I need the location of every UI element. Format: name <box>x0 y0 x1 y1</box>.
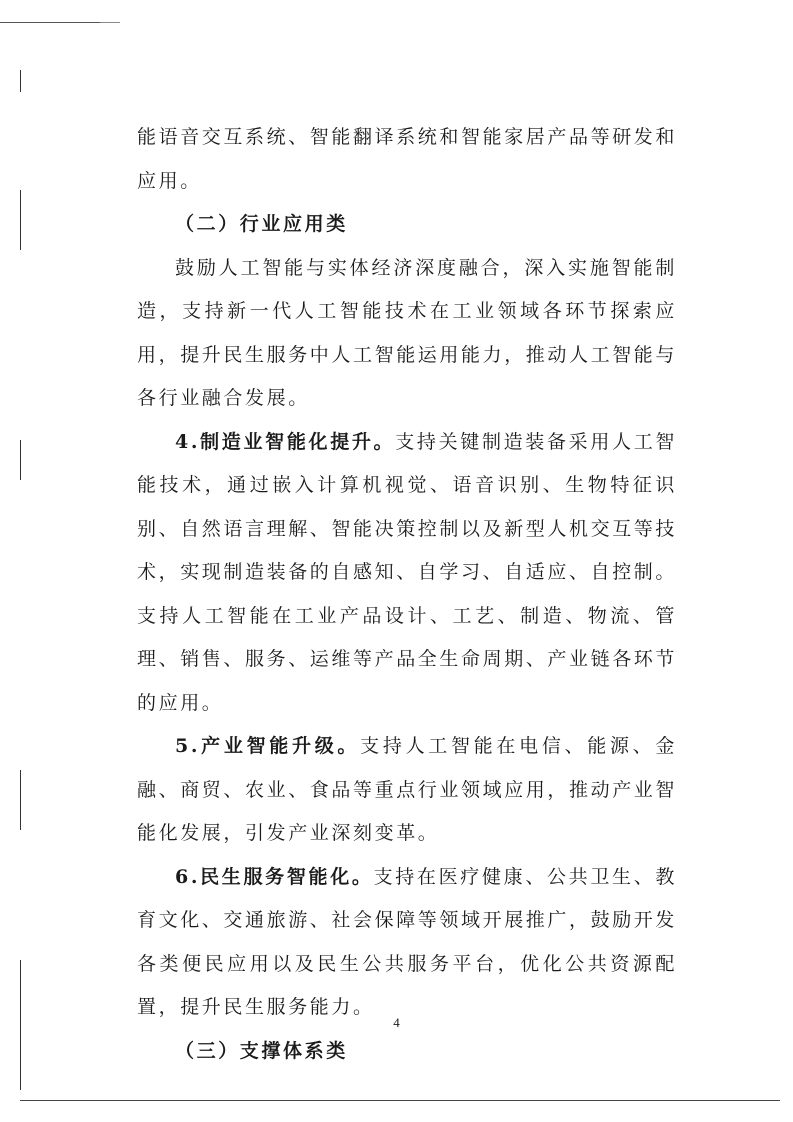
section-heading-support-system: （三）支撑体系类 <box>175 1039 348 1062</box>
item-4-body: 支持关键制造装备采用人工智能技术，通过嵌入计算机视觉、语音识别、生物特征识别、自然语言理解、智能决策控制以及新型人机交互等技术，实现制造装备的自感知、自学习、自适应、自控制。支持人工智能在工业产品设计、工艺、制造、物流、管理、销售、服务、运维等产品全生命周期、产业链各环节的应用。 <box>137 430 678 714</box>
scan-margin-mark <box>20 770 21 830</box>
page-number: 4 <box>393 1015 400 1030</box>
scan-margin-mark <box>20 440 21 480</box>
document-body <box>137 116 677 1073</box>
scan-margin-mark <box>20 190 21 250</box>
scan-top-rule-segment <box>100 22 120 23</box>
item-5-title: 5.产业智能升级。 <box>175 735 361 757</box>
paragraph-item-6 <box>137 856 677 1030</box>
scan-top-rule <box>0 22 115 23</box>
paragraph-section-2-intro: 鼓励人工智能与实体经济深度融合，深入实施智能制造，支持新一代人工智能技术在工业领域各环节探索应用，提升民生服务中人工智能运用能力，推动人工智能与各行业融合发展。 <box>137 256 678 409</box>
section-heading-industry-applications: （二）行业应用类 <box>175 213 348 235</box>
scan-bottom-rule <box>20 1100 780 1101</box>
item-6-body: 支持在医疗健康、公共卫生、教育文化、交通旅游、社会保障等领域开展推广，鼓励开发各类便民应用以及民生公共服务平台，优化公共资源配置，提升民生服务能力。 <box>137 865 678 1018</box>
item-4-title: 4.制造业智能化提升。 <box>175 430 396 453</box>
paragraph-item-5 <box>137 725 677 856</box>
item-6-title: 6.民生服务智能化。 <box>175 865 374 888</box>
item-5-body: 支持人工智能在电信、能源、金融、商贸、农业、食品等重点行业领域应用，推动产业智能化发展，引发产业深刻变革。 <box>137 735 678 844</box>
paragraph-item-4 <box>137 421 677 726</box>
paragraph-intro-continuation: 能语音交互系统、智能翻译系统和智能家居产品等研发和应用。 <box>137 126 678 192</box>
scan-margin-mark <box>20 70 21 92</box>
